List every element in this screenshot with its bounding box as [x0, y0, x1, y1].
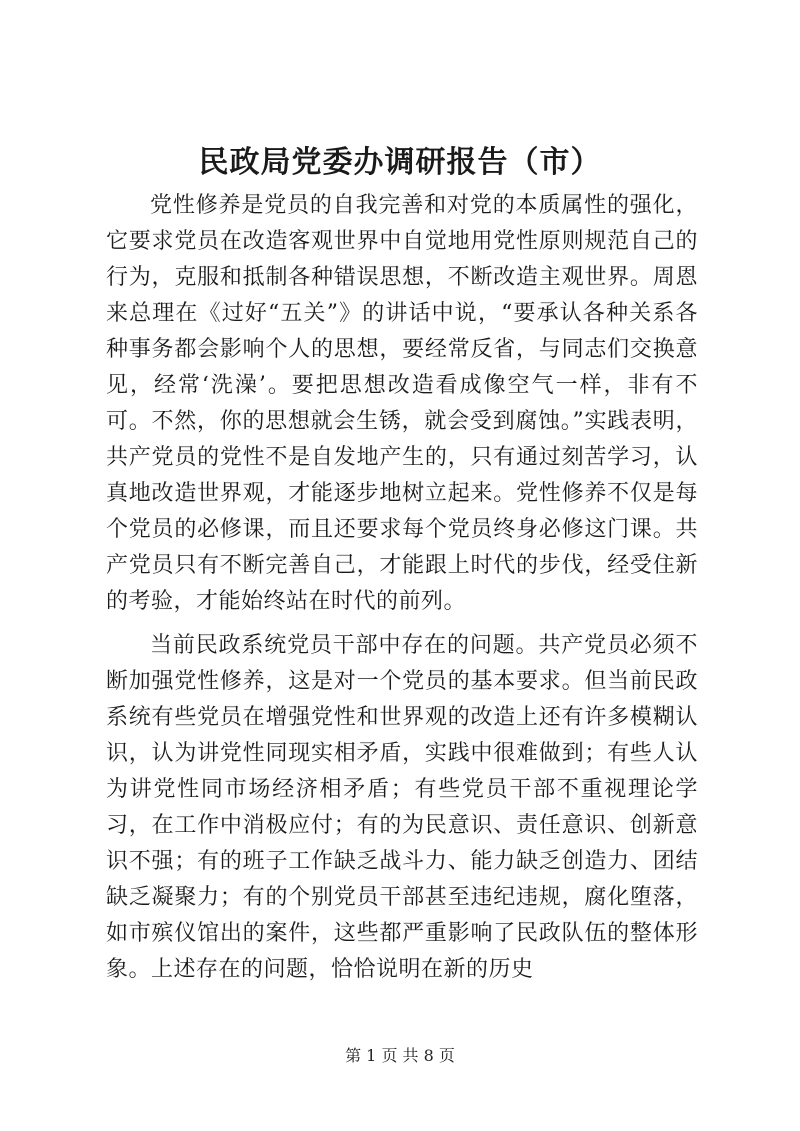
- page-number-footer: 第 1 页 共 8 页: [345, 1046, 455, 1065]
- paragraph: 当前民政系统党员干部中存在的问题。共产党员必须不断加强党性修养，这是对一个党员的基本要求。但当前民政系统有些党员在增强党性和世界观的改造上还有许多模糊认识，认为讲党性同现实相矛盾，实践中很难做到；有些人认为讲党性同市场经济相矛盾；有些党员干部不重视理论学习，在工作中消极应付；有的为民意识、责任意识、创新意识不强；有的班子工作缺乏战斗力、能力缺乏创造力、团结缺乏凝聚力；有的个别党员干部甚至违纪违规，腐化堕落，如市殡仪馆出的案件，这些都严重影响了民政队伍的整体形象。上述存在的问题，恰恰说明在新的历史: [106, 633, 698, 982]
- document-body: [106, 188, 698, 988]
- document-title: 民政局党委办调研报告（市）: [198, 145, 602, 180]
- paragraph: 党性修养是党员的自我完善和对党的本质属性的强化，它要求党员在改造客观世界中自觉地用党性原则规范自己的行为，克服和抵制各种错误思想，不断改造主观世界。周恩来总理在《过好“五关”》的讲话中说，“要承认各种关系各种事务都会影响个人的思想，要经常反省，与同志们交换意见，经常‘洗澡’。要把思想改造看成像空气一样，非有不可。不然，你的思想就会生锈，就会受到腐蚀。”实践表明，共产党员的党性不是自发地产生的，只有通过刻苦学习，认真地改造世界观，才能逐步地树立起来。党性修养不仅是每个党员的必修课，而且还要求每个党员终身必修这门课。共产党员只有不断完善自己，才能跟上时代的步伐，经受住新的考验，才能始终站在时代的前列。: [106, 193, 698, 614]
